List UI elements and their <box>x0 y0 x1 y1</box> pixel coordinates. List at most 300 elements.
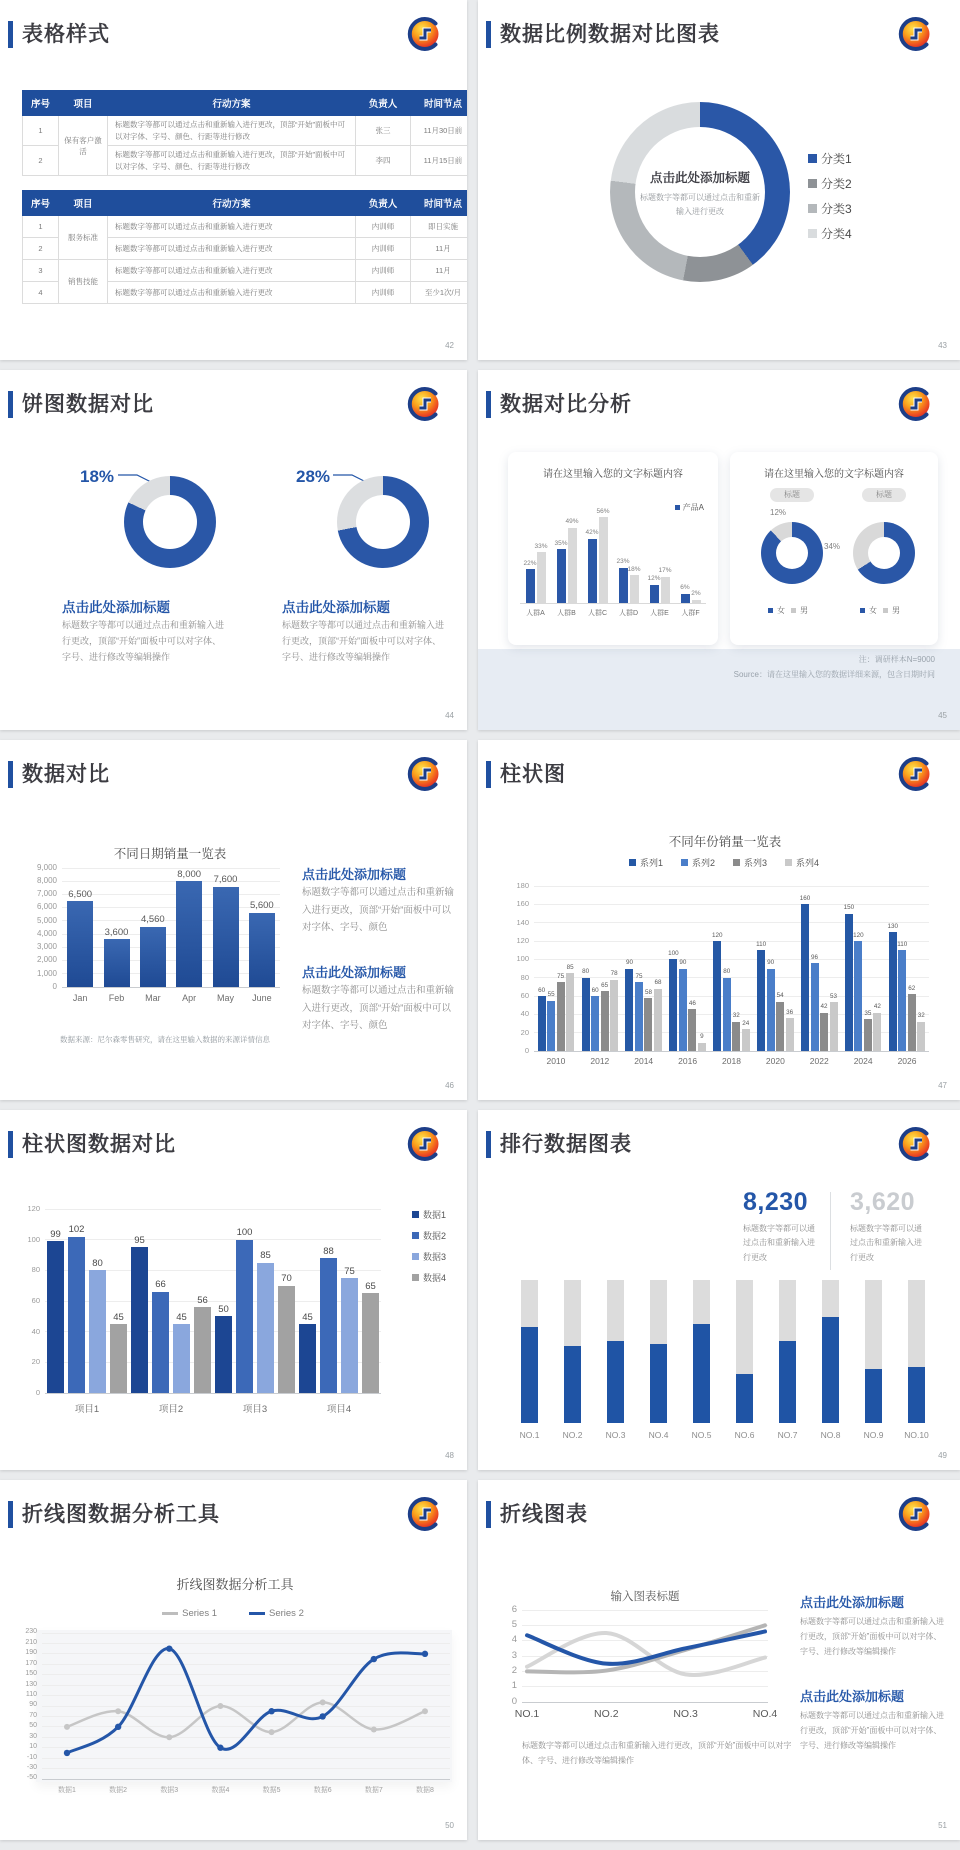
rank-bar-fill <box>822 1317 839 1423</box>
x-category-label: NO.1 <box>514 1708 540 1720</box>
bar-value-label: 100 <box>668 950 679 958</box>
y-tick-label: 100 <box>516 954 529 964</box>
bar <box>889 932 897 1051</box>
slide-47-thumbnail[interactable] <box>478 740 960 1100</box>
donut-center-text <box>637 168 763 220</box>
legend-item <box>785 856 819 869</box>
bar-value-label: 85 <box>260 1250 271 1262</box>
donut-hole <box>776 537 808 569</box>
y-tick-label: -10 <box>26 1753 37 1761</box>
text-block-title: 点击此处添加标题 <box>302 965 407 980</box>
company-logo-icon <box>405 1494 445 1534</box>
y-tick-label: 90 <box>29 1701 37 1709</box>
legend-label: 数据2 <box>423 1231 447 1241</box>
chart-footer-text: 标题数字等都可以通过点击和重新输入进行更改，顶部“开始”面板中可以对字体、字号、进行修改等编辑操作 <box>522 1741 792 1766</box>
item-body: 标题数字等都可以通过点击和重新输入进行更改，顶部“开始”面板中可以对字体、字号、进行修改等编辑操作 <box>62 620 225 662</box>
y-tick-label: 210 <box>25 1638 37 1646</box>
stat-value-primary: 8,230 <box>743 1188 809 1216</box>
bar-chart-card <box>508 452 718 645</box>
table-cell: 销售技能 <box>59 260 108 304</box>
y-tick-label: 40 <box>31 1326 40 1336</box>
y-tick-label: 2 <box>511 1665 517 1677</box>
company-logo-icon <box>896 1494 936 1534</box>
y-tick-label: 4,000 <box>36 928 57 938</box>
x-category-label: 项目1 <box>74 1404 100 1415</box>
y-tick-label: -50 <box>26 1774 37 1782</box>
donut-legend <box>860 600 906 618</box>
legend-label: 系列1 <box>639 858 663 868</box>
gridline <box>42 1726 450 1727</box>
bar <box>176 881 202 987</box>
x-category-label: 项目3 <box>242 1404 268 1415</box>
legend-swatch <box>162 1612 178 1615</box>
bar-value-label: 42% <box>585 529 599 537</box>
gridline <box>522 1671 768 1672</box>
slide-43-thumbnail[interactable] <box>478 0 960 360</box>
gridline <box>62 868 280 869</box>
slide-title: 折线图数据分析工具 <box>22 1503 220 1526</box>
x-category-label: 人群A <box>526 610 545 617</box>
legend-item <box>733 856 767 869</box>
bar-value-label: 8,000 <box>177 868 202 880</box>
y-tick-label: 80 <box>31 1265 40 1275</box>
legend-label: 数据3 <box>423 1252 447 1262</box>
table-row <box>23 216 468 238</box>
bar-value-label: 99 <box>50 1228 61 1240</box>
bar-value-label: 45 <box>302 1311 313 1323</box>
y-tick-label: 70 <box>29 1711 37 1719</box>
bar <box>669 959 677 1051</box>
chart-title: 不同日期销量一览表 <box>113 847 227 861</box>
bar-value-label: 9 <box>700 1033 704 1041</box>
gridline <box>42 1695 450 1696</box>
page-number: 42 <box>445 341 454 350</box>
bar-value-label: 88 <box>323 1245 334 1257</box>
table-header-cell: 项目 <box>59 191 108 216</box>
x-category-label: 人群B <box>557 610 576 617</box>
bar <box>110 1324 127 1393</box>
y-tick-label: 150 <box>25 1670 37 1678</box>
x-category-label: 数据3 <box>160 1787 179 1794</box>
bar <box>236 1240 253 1393</box>
bar <box>698 1043 706 1051</box>
y-tick-label: 230 <box>25 1628 37 1636</box>
bar-value-label: 3,600 <box>104 926 129 938</box>
bar-value-label: 55 <box>547 991 555 999</box>
card-legend <box>675 502 704 513</box>
gridline <box>42 1674 450 1675</box>
x-category-label: 人群F <box>681 610 700 617</box>
bar <box>917 1022 925 1051</box>
gridline <box>62 973 280 974</box>
slide-49-thumbnail[interactable] <box>478 1110 960 1470</box>
gridline <box>42 1633 450 1634</box>
legend-label: 系列4 <box>796 858 820 868</box>
slide-50-thumbnail[interactable] <box>0 1480 467 1840</box>
legend-item <box>629 856 663 869</box>
x-category-label: NO.1 <box>519 1430 540 1440</box>
donut-chart-card <box>730 452 938 645</box>
table-header-cell: 行动方案 <box>108 191 356 216</box>
y-tick-label: 100 <box>27 1234 40 1244</box>
table-cell: 标题数字等都可以通过点击和重新输入进行更改，顶部“开始”面板中可以对字体、字号、颜色、行距等进行修改 <box>108 146 356 176</box>
bar-value-label: 22% <box>523 559 537 567</box>
slide-51-thumbnail[interactable] <box>478 1480 960 1840</box>
bar <box>619 568 628 603</box>
slide-45-thumbnail[interactable] <box>478 370 960 730</box>
table-cell: 2 <box>23 238 59 260</box>
legend-swatch <box>249 1612 265 1615</box>
legend-label: 分类4 <box>821 227 852 241</box>
rank-bar-fill <box>693 1324 710 1423</box>
x-category-label: NO.2 <box>562 1430 583 1440</box>
table-header-cell: 序号 <box>23 91 59 116</box>
title-accent-bar <box>8 21 13 48</box>
x-category-label: NO.4 <box>752 1708 778 1720</box>
gridline <box>522 1610 768 1611</box>
gridline <box>534 886 929 887</box>
bar <box>908 994 916 1051</box>
donut-value-label: 12% <box>770 508 787 517</box>
bar-value-label: 70 <box>281 1273 292 1285</box>
bar <box>547 1001 555 1051</box>
bar-value-label: 78 <box>610 970 618 978</box>
bar <box>215 1316 232 1393</box>
bar-value-label: 80 <box>723 968 731 976</box>
chart-title: 输入图表标题 <box>610 1591 680 1603</box>
x-category-label: Mar <box>145 993 161 1003</box>
bar <box>213 887 239 987</box>
gridline <box>42 1706 450 1707</box>
company-logo-icon <box>896 384 936 424</box>
legend-label: 分类3 <box>821 202 852 216</box>
x-category-label: 2018 <box>722 1056 741 1066</box>
bar <box>526 569 535 603</box>
bar-value-label: 35% <box>554 539 568 547</box>
y-tick-label: 9,000 <box>36 862 57 872</box>
bar-value-label: 36 <box>786 1008 794 1016</box>
table-cell: 1 <box>23 216 59 238</box>
bar-value-label: 65 <box>601 982 609 990</box>
bar-value-label: 96 <box>811 953 819 961</box>
gridline <box>534 941 929 942</box>
slide-title: 排行数据图表 <box>500 1133 632 1156</box>
legend-item <box>883 605 900 616</box>
bar-value-label: 75 <box>344 1265 355 1277</box>
item-title: 点击此处添加标题 <box>282 600 390 615</box>
x-category-label: 2022 <box>809 1056 829 1066</box>
bar-value-label: 62 <box>908 984 916 992</box>
y-tick-label: 140 <box>516 917 529 927</box>
x-category-label: 2020 <box>765 1056 785 1066</box>
bar <box>661 577 670 603</box>
x-category-label: 数据2 <box>109 1787 128 1794</box>
gridline <box>522 1625 768 1626</box>
table-header-cell: 负责人 <box>356 91 411 116</box>
legend-swatch <box>791 608 796 613</box>
donut-legend <box>768 600 814 618</box>
gender-donut-chart <box>853 522 915 584</box>
donut-callout-value: 28% <box>296 467 331 486</box>
chart-legend <box>618 856 838 869</box>
x-category-label: 项目2 <box>158 1404 184 1415</box>
item-title: 点击此处添加标题 <box>62 600 170 615</box>
legend-label: 男 <box>892 606 900 615</box>
bar <box>140 927 166 987</box>
table-cell: 11月 <box>411 260 468 282</box>
stat-divider <box>830 1192 831 1270</box>
legend-swatch <box>768 608 773 613</box>
bar-value-label: 54 <box>776 992 784 1000</box>
legend-label: 数据4 <box>423 1273 447 1283</box>
bar-value-label: 4,560 <box>140 914 165 926</box>
legend-swatch <box>808 154 817 163</box>
bar <box>864 1019 872 1051</box>
company-logo-icon <box>896 754 936 794</box>
x-category-label: Feb <box>108 993 125 1003</box>
table-header-cell: 项目 <box>59 91 108 116</box>
slide-title: 柱状图 <box>500 763 566 786</box>
donut-center-subtitle: 标题数字等都可以通过点击和重新输入进行更改 <box>640 193 760 217</box>
chart-legend <box>120 1608 360 1619</box>
x-category-label: NO.3 <box>605 1430 626 1440</box>
bar-value-label: 7,600 <box>213 874 238 885</box>
legend-item <box>162 1608 217 1619</box>
bar <box>679 969 687 1052</box>
x-category-label: 2012 <box>590 1056 610 1066</box>
gridline <box>534 904 929 905</box>
bar-value-label: 49% <box>565 518 579 526</box>
legend-swatch <box>883 608 888 613</box>
gridline <box>62 881 280 882</box>
y-tick-label: 0 <box>524 1046 529 1056</box>
bar <box>767 969 775 1052</box>
x-category-label: NO.9 <box>863 1430 884 1440</box>
y-tick-label: 5 <box>511 1619 517 1631</box>
bar <box>537 552 546 603</box>
y-tick-label: 20 <box>520 1027 529 1037</box>
legend-label: 男 <box>800 606 808 615</box>
bar <box>299 1324 316 1393</box>
text-block-title: 点击此处添加标题 <box>302 867 407 882</box>
legend-swatch <box>808 179 817 188</box>
bar-value-label: 120 <box>853 931 864 939</box>
y-tick-label: 5,000 <box>36 915 57 925</box>
table-cell: 张三 <box>356 116 411 146</box>
slide-title: 数据对比分析 <box>500 393 632 416</box>
legend-item <box>860 605 877 616</box>
bar <box>67 901 93 987</box>
bar-value-label: 6,500 <box>68 888 93 900</box>
line-chart <box>478 1480 960 1840</box>
legend-swatch <box>785 859 792 866</box>
gender-donut-chart <box>761 522 823 584</box>
rank-bar-fill <box>908 1367 925 1423</box>
bar <box>650 585 659 603</box>
gridline <box>62 920 280 921</box>
stat-value-secondary: 3,620 <box>850 1188 916 1216</box>
bar <box>320 1258 337 1393</box>
x-category-label: 数据5 <box>262 1787 281 1794</box>
y-tick-label: 0 <box>511 1695 517 1707</box>
slide-title: 折线图表 <box>500 1503 588 1526</box>
gridline <box>42 1747 450 1748</box>
legend-swatch <box>808 204 817 213</box>
bar <box>557 549 566 603</box>
y-tick-label: 0 <box>52 981 57 991</box>
y-tick-label: -30 <box>26 1764 37 1772</box>
bar-value-label: 85 <box>566 963 574 971</box>
y-tick-label: 170 <box>25 1659 37 1667</box>
y-tick-label: 80 <box>520 972 529 982</box>
bar-value-label: 60 <box>538 986 546 994</box>
bar-value-label: 45 <box>176 1311 187 1323</box>
x-category-label: 数据6 <box>313 1787 332 1794</box>
gridline <box>62 947 280 948</box>
pie-donut-chart <box>124 476 216 568</box>
y-tick-label: 120 <box>516 936 529 946</box>
x-category-label: 数据4 <box>211 1787 230 1794</box>
table-cell: 即日实施 <box>411 216 468 238</box>
donut-hole <box>868 537 900 569</box>
bar <box>568 528 577 603</box>
bar <box>566 973 574 1051</box>
legend-label: 数据1 <box>423 1210 447 1220</box>
table-cell: 内训师 <box>356 216 411 238</box>
title-accent-bar <box>486 1501 491 1528</box>
data-source-note: 数据来源：尼尔森零售研究，请在这里输入数据的来源详情信息 <box>60 1035 270 1044</box>
x-category-label: 人群C <box>587 610 608 617</box>
slide-44-thumbnail[interactable] <box>0 370 467 730</box>
bar-value-label: 80 <box>582 968 590 976</box>
bar <box>742 1029 750 1051</box>
table-cell: 服务标准 <box>59 216 108 260</box>
bar-value-label: 50 <box>218 1303 229 1315</box>
y-tick-label: 40 <box>520 1009 529 1019</box>
x-category-label: NO.5 <box>691 1430 712 1440</box>
rank-bar-fill <box>650 1344 667 1423</box>
table-cell: 11月 <box>411 238 468 260</box>
data-table <box>22 190 467 304</box>
legend-swatch <box>681 859 688 866</box>
bar <box>362 1293 379 1393</box>
table-cell: 标题数字等都可以通过点击和重新输入进行更改 <box>108 260 356 282</box>
x-category-label: Apr <box>182 993 197 1003</box>
slide-48-thumbnail[interactable] <box>0 1110 467 1470</box>
table-row <box>23 260 468 282</box>
table-cell: 标题数字等都可以通过点击和重新输入进行更改 <box>108 238 356 260</box>
x-axis-line <box>520 603 706 604</box>
company-logo-icon <box>405 384 445 424</box>
x-category-label: NO.2 <box>594 1708 619 1720</box>
title-accent-bar <box>8 391 13 418</box>
bar-value-label: 130 <box>887 922 899 930</box>
y-tick-label: 3 <box>511 1649 517 1661</box>
slide-46-thumbnail[interactable] <box>0 740 467 1100</box>
table-cell: 内训师 <box>356 282 411 304</box>
x-category-label: 2014 <box>634 1056 654 1066</box>
company-logo-icon <box>405 1124 445 1164</box>
legend-item <box>681 856 715 869</box>
slide-title: 数据比例数据对比图表 <box>500 23 720 46</box>
y-tick-label: 180 <box>516 881 529 891</box>
y-tick-label: 110 <box>25 1691 37 1699</box>
gridline <box>42 1685 450 1686</box>
y-tick-label: 50 <box>29 1722 37 1730</box>
bar-value-label: 102 <box>68 1224 85 1236</box>
y-tick-label: 120 <box>27 1204 40 1214</box>
bar-value-label: 95 <box>134 1234 145 1246</box>
title-accent-bar <box>8 761 13 788</box>
gridline <box>42 1653 450 1654</box>
y-tick-label: 4 <box>511 1634 517 1646</box>
bar-value-label: 60 <box>591 986 599 994</box>
y-tick-label: 6,000 <box>36 902 57 912</box>
bar-value-label: 120 <box>711 931 723 939</box>
bar-value-label: 24 <box>742 1019 750 1027</box>
legend-swatch <box>412 1253 419 1260</box>
y-tick-label: 6 <box>511 1603 517 1615</box>
gridline <box>42 1758 450 1759</box>
bar <box>104 939 130 987</box>
pie-donut-chart <box>337 476 429 568</box>
rank-bar-fill <box>607 1341 624 1423</box>
page-number: 48 <box>445 1451 454 1460</box>
table-header-cell: 行动方案 <box>108 91 356 116</box>
bar <box>610 980 618 1052</box>
company-logo-icon <box>405 754 445 794</box>
slide-title: 表格样式 <box>22 23 110 46</box>
bar-value-label: 90 <box>625 959 633 967</box>
bar-value-label: 66 <box>155 1279 166 1291</box>
y-tick-label: 10 <box>29 1743 37 1751</box>
slide-42-thumbnail[interactable] <box>0 0 467 360</box>
bar <box>194 1307 211 1393</box>
sample-note: 注：调研样本N=9000 <box>858 655 935 664</box>
title-accent-bar <box>486 21 491 48</box>
bar-value-label: 110 <box>897 940 908 948</box>
legend-label: 系列3 <box>744 858 768 868</box>
legend-label: 分类1 <box>821 152 852 166</box>
bar-value-label: 5,600 <box>249 900 274 912</box>
bar-value-label: 68 <box>654 979 662 987</box>
bar-value-label: 42 <box>820 1003 828 1011</box>
bar <box>591 996 599 1051</box>
legend-swatch <box>412 1211 419 1218</box>
bar-value-label: 42 <box>873 1003 881 1011</box>
legend-swatch <box>412 1274 419 1281</box>
bar-value-label: 56 <box>197 1294 208 1306</box>
x-category-label: Jan <box>72 993 88 1003</box>
legend-swatch <box>629 859 636 866</box>
gridline <box>45 1239 381 1240</box>
table-cell: 保有客户激活 <box>59 116 108 176</box>
gridline <box>45 1209 381 1210</box>
x-category-label: 数据1 <box>58 1787 76 1794</box>
y-tick-label: 1 <box>511 1680 517 1692</box>
bar-value-label: 17% <box>658 567 672 575</box>
rank-bar-fill <box>564 1346 581 1423</box>
table-cell: 内训师 <box>356 238 411 260</box>
x-category-label: 2026 <box>897 1056 917 1066</box>
text-block-title: 点击此处添加标题 <box>800 1595 905 1610</box>
legend-item <box>791 605 808 616</box>
bar <box>854 941 862 1051</box>
y-tick-label: 7,000 <box>36 889 57 899</box>
x-category-label: 2024 <box>853 1056 873 1066</box>
bar-value-label: 100 <box>236 1227 253 1239</box>
x-category-label: 人群D <box>618 610 639 617</box>
